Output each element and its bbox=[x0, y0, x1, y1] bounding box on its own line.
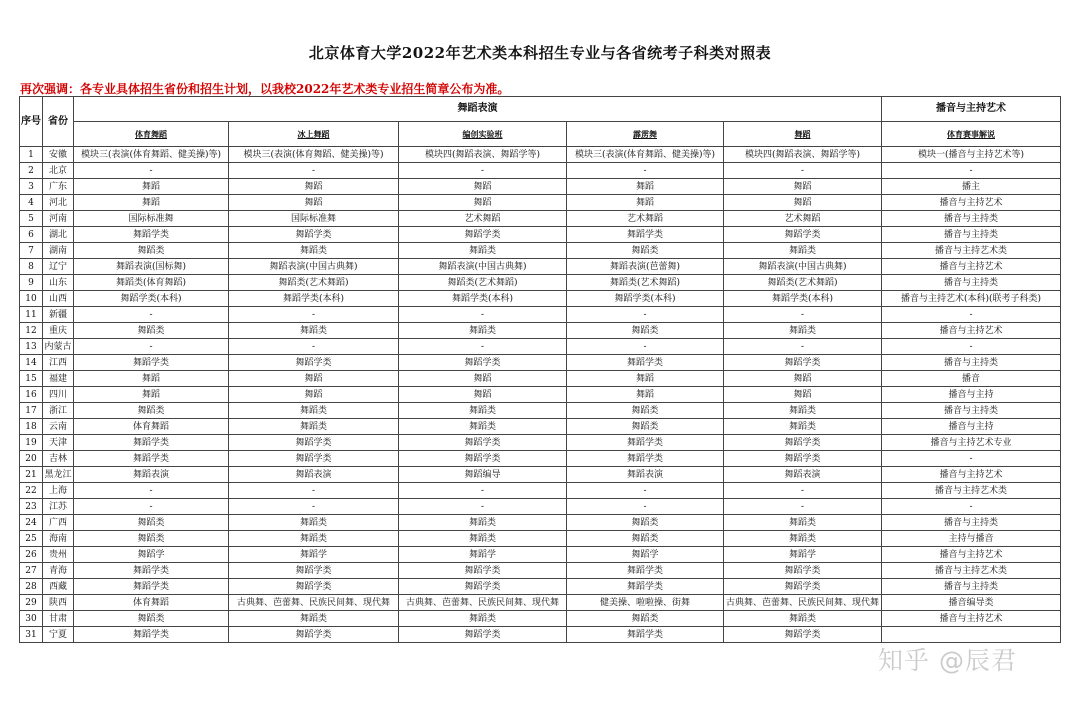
category-cell: 舞蹈学类 bbox=[74, 435, 229, 451]
province-cell: 河北 bbox=[43, 195, 74, 211]
province-cell: 辽宁 bbox=[43, 259, 74, 275]
category-cell: 舞蹈学类 bbox=[229, 451, 399, 467]
table-row bbox=[20, 467, 1061, 483]
category-cell: 舞蹈类 bbox=[567, 611, 724, 627]
category-cell: - bbox=[229, 163, 399, 179]
category-cell: 模块三(表演(体育舞蹈、健美操)等) bbox=[229, 147, 399, 163]
row-number: 19 bbox=[20, 435, 43, 451]
category-cell: 舞蹈类 bbox=[399, 515, 567, 531]
province-cell: 江西 bbox=[43, 355, 74, 371]
table-row bbox=[20, 307, 1061, 323]
row-number: 12 bbox=[20, 323, 43, 339]
header-major-ice-dance: 冰上舞蹈 bbox=[229, 122, 399, 147]
table-row bbox=[20, 515, 1061, 531]
province-cell: 内蒙古 bbox=[43, 339, 74, 355]
category-cell: 播音 bbox=[882, 371, 1061, 387]
category-cell: 舞蹈类 bbox=[229, 419, 399, 435]
row-number: 20 bbox=[20, 451, 43, 467]
category-cell: 舞蹈 bbox=[229, 387, 399, 403]
category-cell: 舞蹈学类 bbox=[74, 451, 229, 467]
category-cell: 舞蹈类 bbox=[567, 515, 724, 531]
category-cell: 舞蹈学类(本科) bbox=[399, 291, 567, 307]
table-row bbox=[20, 547, 1061, 563]
category-cell: 舞蹈学类 bbox=[229, 563, 399, 579]
category-cell: - bbox=[724, 499, 882, 515]
category-cell: 播音与主持类 bbox=[882, 275, 1061, 291]
category-cell: 舞蹈类(艺术舞蹈) bbox=[399, 275, 567, 291]
table-row bbox=[20, 179, 1061, 195]
category-cell: - bbox=[399, 163, 567, 179]
row-number: 3 bbox=[20, 179, 43, 195]
category-cell: 舞蹈类 bbox=[74, 515, 229, 531]
row-number: 5 bbox=[20, 211, 43, 227]
category-cell: 舞蹈学类 bbox=[399, 227, 567, 243]
province-cell: 广东 bbox=[43, 179, 74, 195]
category-cell: 舞蹈 bbox=[724, 179, 882, 195]
table-row bbox=[20, 579, 1061, 595]
header-major-dance: 舞蹈 bbox=[724, 122, 882, 147]
category-cell: 舞蹈类 bbox=[74, 243, 229, 259]
table-row bbox=[20, 611, 1061, 627]
category-cell: 舞蹈类 bbox=[229, 243, 399, 259]
table-row bbox=[20, 419, 1061, 435]
category-cell: 播音与主持艺术 bbox=[882, 467, 1061, 483]
category-cell: - bbox=[229, 499, 399, 515]
row-number: 1 bbox=[20, 147, 43, 163]
comparison-table bbox=[19, 96, 1061, 643]
row-number: 18 bbox=[20, 419, 43, 435]
category-cell: 播音与主持艺术专业 bbox=[882, 435, 1061, 451]
category-cell: 舞蹈类 bbox=[74, 403, 229, 419]
table-row bbox=[20, 435, 1061, 451]
table-row bbox=[20, 163, 1061, 179]
category-cell: 舞蹈表演(国标舞) bbox=[74, 259, 229, 275]
category-cell: 舞蹈学 bbox=[229, 547, 399, 563]
category-cell: 舞蹈表演(芭蕾舞) bbox=[567, 259, 724, 275]
row-number: 10 bbox=[20, 291, 43, 307]
category-cell: 舞蹈类(艺术舞蹈) bbox=[567, 275, 724, 291]
category-cell: 舞蹈类 bbox=[567, 243, 724, 259]
category-cell: 艺术舞蹈 bbox=[567, 211, 724, 227]
category-cell: 播音与主持类 bbox=[882, 403, 1061, 419]
category-cell: - bbox=[567, 307, 724, 323]
category-cell: - bbox=[229, 339, 399, 355]
category-cell: 播音编导类 bbox=[882, 595, 1061, 611]
category-cell: 古典舞、芭蕾舞、民族民间舞、现代舞 bbox=[229, 595, 399, 611]
table-row bbox=[20, 387, 1061, 403]
row-number: 8 bbox=[20, 259, 43, 275]
category-cell: 舞蹈 bbox=[567, 195, 724, 211]
category-cell: - bbox=[74, 483, 229, 499]
table-row bbox=[20, 227, 1061, 243]
category-cell: 舞蹈类 bbox=[229, 611, 399, 627]
header-major-commentary: 体育赛事解说 bbox=[882, 122, 1061, 147]
category-cell: 主持与播音 bbox=[882, 531, 1061, 547]
row-number: 11 bbox=[20, 307, 43, 323]
header-province: 省份 bbox=[43, 97, 74, 147]
province-cell: 甘肃 bbox=[43, 611, 74, 627]
category-cell: 舞蹈编导 bbox=[399, 467, 567, 483]
category-cell: - bbox=[567, 163, 724, 179]
row-number: 16 bbox=[20, 387, 43, 403]
category-cell: 舞蹈 bbox=[229, 371, 399, 387]
category-cell: - bbox=[567, 339, 724, 355]
row-number: 29 bbox=[20, 595, 43, 611]
province-cell: 青海 bbox=[43, 563, 74, 579]
category-cell: 舞蹈学类 bbox=[74, 227, 229, 243]
category-cell: 国际标准舞 bbox=[74, 211, 229, 227]
category-cell: 舞蹈 bbox=[229, 195, 399, 211]
table-row bbox=[20, 291, 1061, 307]
category-cell: 艺术舞蹈 bbox=[399, 211, 567, 227]
category-cell: 舞蹈学类 bbox=[724, 227, 882, 243]
table-row bbox=[20, 563, 1061, 579]
table-row bbox=[20, 355, 1061, 371]
category-cell: 舞蹈 bbox=[399, 387, 567, 403]
table-row bbox=[20, 275, 1061, 291]
province-cell: 北京 bbox=[43, 163, 74, 179]
table-row bbox=[20, 339, 1061, 355]
table-row bbox=[20, 403, 1061, 419]
category-cell: 舞蹈 bbox=[399, 179, 567, 195]
category-cell: 舞蹈学类 bbox=[399, 627, 567, 643]
row-number: 27 bbox=[20, 563, 43, 579]
category-cell: 舞蹈类 bbox=[229, 515, 399, 531]
category-cell: 播音与主持艺术类 bbox=[882, 483, 1061, 499]
category-cell: 播音与主持类 bbox=[882, 579, 1061, 595]
row-number: 28 bbox=[20, 579, 43, 595]
category-cell: 舞蹈 bbox=[567, 387, 724, 403]
category-cell: 舞蹈类(艺术舞蹈) bbox=[229, 275, 399, 291]
province-cell: 福建 bbox=[43, 371, 74, 387]
category-cell: - bbox=[399, 339, 567, 355]
category-cell: 舞蹈学类 bbox=[724, 627, 882, 643]
category-cell: 舞蹈学类 bbox=[229, 355, 399, 371]
category-cell: 舞蹈学类 bbox=[74, 627, 229, 643]
category-cell: 模块四(舞蹈表演、舞蹈学等) bbox=[724, 147, 882, 163]
category-cell: 体育舞蹈 bbox=[74, 419, 229, 435]
category-cell: 模块三(表演(体育舞蹈、健美操)等) bbox=[567, 147, 724, 163]
category-cell: 播音与主持类 bbox=[882, 227, 1061, 243]
table-row bbox=[20, 259, 1061, 275]
category-cell: 播音与主持类 bbox=[882, 355, 1061, 371]
row-number: 9 bbox=[20, 275, 43, 291]
category-cell: 舞蹈学类 bbox=[567, 355, 724, 371]
province-cell: 海南 bbox=[43, 531, 74, 547]
category-cell: 舞蹈类 bbox=[74, 323, 229, 339]
category-cell: - bbox=[882, 451, 1061, 467]
category-cell: 舞蹈学类 bbox=[74, 579, 229, 595]
category-cell: 舞蹈类 bbox=[724, 531, 882, 547]
watermark: 知乎 @辰君 bbox=[878, 646, 1017, 675]
category-cell: 舞蹈学 bbox=[724, 547, 882, 563]
category-cell: 舞蹈类 bbox=[567, 419, 724, 435]
category-cell: 舞蹈类 bbox=[567, 323, 724, 339]
category-cell: 播音与主持 bbox=[882, 419, 1061, 435]
category-cell: 舞蹈 bbox=[399, 371, 567, 387]
page-title: 北京体育大学2022年艺术类本科招生专业与各省统考子科类对照表 bbox=[308, 44, 772, 62]
category-cell: 舞蹈学类 bbox=[724, 579, 882, 595]
category-cell: 舞蹈学类 bbox=[724, 355, 882, 371]
category-cell: 舞蹈学类(本科) bbox=[724, 291, 882, 307]
category-cell: 播音与主持艺术 bbox=[882, 195, 1061, 211]
category-cell: - bbox=[399, 483, 567, 499]
category-cell: 舞蹈学类 bbox=[567, 627, 724, 643]
header-major-choreography: 编创实验班 bbox=[399, 122, 567, 147]
category-cell: 舞蹈学类 bbox=[74, 563, 229, 579]
category-cell: 播音与主持艺术类 bbox=[882, 563, 1061, 579]
row-number: 6 bbox=[20, 227, 43, 243]
category-cell: 舞蹈 bbox=[74, 371, 229, 387]
province-cell: 上海 bbox=[43, 483, 74, 499]
province-cell: 山东 bbox=[43, 275, 74, 291]
province-cell: 河南 bbox=[43, 211, 74, 227]
category-cell: 舞蹈 bbox=[567, 371, 724, 387]
category-cell: 舞蹈类(体育舞蹈) bbox=[74, 275, 229, 291]
category-cell: - bbox=[882, 163, 1061, 179]
category-cell: 舞蹈学类 bbox=[399, 355, 567, 371]
row-number: 23 bbox=[20, 499, 43, 515]
row-number: 30 bbox=[20, 611, 43, 627]
category-cell: 舞蹈学类 bbox=[399, 451, 567, 467]
province-cell: 西藏 bbox=[43, 579, 74, 595]
category-cell: 古典舞、芭蕾舞、民族民间舞、现代舞 bbox=[724, 595, 882, 611]
row-number: 24 bbox=[20, 515, 43, 531]
header-major-breaking: 霹雳舞 bbox=[567, 122, 724, 147]
category-cell: 舞蹈类 bbox=[399, 611, 567, 627]
category-cell: 国际标准舞 bbox=[229, 211, 399, 227]
category-cell: 舞蹈 bbox=[724, 387, 882, 403]
table-row bbox=[20, 595, 1061, 611]
category-cell: - bbox=[882, 339, 1061, 355]
province-cell: 新疆 bbox=[43, 307, 74, 323]
category-cell: 舞蹈 bbox=[399, 195, 567, 211]
category-cell: - bbox=[882, 499, 1061, 515]
province-cell: 广西 bbox=[43, 515, 74, 531]
category-cell: 播音与主持艺术类 bbox=[882, 243, 1061, 259]
province-cell: 四川 bbox=[43, 387, 74, 403]
category-cell: - bbox=[724, 339, 882, 355]
category-cell: 舞蹈学类 bbox=[724, 435, 882, 451]
category-cell: 舞蹈类 bbox=[229, 323, 399, 339]
province-cell: 云南 bbox=[43, 419, 74, 435]
category-cell: 舞蹈表演 bbox=[724, 467, 882, 483]
row-number: 21 bbox=[20, 467, 43, 483]
row-number: 22 bbox=[20, 483, 43, 499]
category-cell: - bbox=[399, 499, 567, 515]
category-cell: - bbox=[724, 307, 882, 323]
row-number: 13 bbox=[20, 339, 43, 355]
category-cell: - bbox=[882, 307, 1061, 323]
category-cell: 舞蹈类 bbox=[724, 419, 882, 435]
category-cell: 舞蹈表演 bbox=[229, 467, 399, 483]
category-cell: 舞蹈学类 bbox=[724, 563, 882, 579]
table-row bbox=[20, 211, 1061, 227]
category-cell: 舞蹈学类 bbox=[229, 435, 399, 451]
category-cell: 舞蹈学类(本科) bbox=[567, 291, 724, 307]
notice-text: 再次强调：各专业具体招生省份和招生计划，以我校2022年艺术类专业招生简章公布为准。 bbox=[20, 82, 510, 96]
category-cell: - bbox=[724, 483, 882, 499]
category-cell: 播音与主持艺术(本科)(联考子科类) bbox=[882, 291, 1061, 307]
category-cell: 舞蹈 bbox=[567, 179, 724, 195]
category-cell: 舞蹈表演(中国古典舞) bbox=[724, 259, 882, 275]
category-cell: 舞蹈学类 bbox=[567, 227, 724, 243]
table-row bbox=[20, 451, 1061, 467]
category-cell: 舞蹈类 bbox=[567, 531, 724, 547]
category-cell: 舞蹈学类(本科) bbox=[229, 291, 399, 307]
category-cell: 舞蹈 bbox=[74, 387, 229, 403]
table-row bbox=[20, 323, 1061, 339]
category-cell: 舞蹈表演 bbox=[567, 467, 724, 483]
header-group-broadcast: 播音与主持艺术 bbox=[882, 97, 1061, 122]
category-cell: 舞蹈学类 bbox=[399, 579, 567, 595]
header-major-sports-dance: 体育舞蹈 bbox=[74, 122, 229, 147]
category-cell: 健美操、啦啦操、街舞 bbox=[567, 595, 724, 611]
table-row bbox=[20, 243, 1061, 259]
category-cell: - bbox=[724, 163, 882, 179]
row-number: 2 bbox=[20, 163, 43, 179]
category-cell: 古典舞、芭蕾舞、民族民间舞、现代舞 bbox=[399, 595, 567, 611]
category-cell: 舞蹈学 bbox=[399, 547, 567, 563]
row-number: 31 bbox=[20, 627, 43, 643]
category-cell: 舞蹈学 bbox=[74, 547, 229, 563]
province-cell: 天津 bbox=[43, 435, 74, 451]
row-number: 17 bbox=[20, 403, 43, 419]
category-cell: 体育舞蹈 bbox=[74, 595, 229, 611]
category-cell: 舞蹈类(艺术舞蹈) bbox=[724, 275, 882, 291]
header-group-dance: 舞蹈表演 bbox=[74, 97, 882, 122]
province-cell: 湖南 bbox=[43, 243, 74, 259]
category-cell: 舞蹈表演(中国古典舞) bbox=[229, 259, 399, 275]
row-number: 26 bbox=[20, 547, 43, 563]
category-cell: 舞蹈学类 bbox=[567, 435, 724, 451]
table-row bbox=[20, 371, 1061, 387]
category-cell: - bbox=[74, 339, 229, 355]
category-cell: - bbox=[74, 163, 229, 179]
category-cell: 艺术舞蹈 bbox=[724, 211, 882, 227]
category-cell: 舞蹈 bbox=[724, 371, 882, 387]
category-cell: 播音与主持艺术 bbox=[882, 547, 1061, 563]
category-cell: 舞蹈学类 bbox=[229, 227, 399, 243]
category-cell: 舞蹈类 bbox=[229, 531, 399, 547]
category-cell: 舞蹈类 bbox=[399, 243, 567, 259]
category-cell: 舞蹈学类 bbox=[74, 355, 229, 371]
province-cell: 贵州 bbox=[43, 547, 74, 563]
category-cell: 舞蹈学类 bbox=[567, 451, 724, 467]
row-number: 15 bbox=[20, 371, 43, 387]
category-cell: 播音与主持类 bbox=[882, 211, 1061, 227]
category-cell: 舞蹈类 bbox=[74, 611, 229, 627]
category-cell: 舞蹈 bbox=[74, 179, 229, 195]
category-cell: 舞蹈学 bbox=[567, 547, 724, 563]
category-cell: 播音与主持艺术 bbox=[882, 611, 1061, 627]
table-row bbox=[20, 195, 1061, 211]
category-cell: 舞蹈学类 bbox=[724, 451, 882, 467]
province-cell: 吉林 bbox=[43, 451, 74, 467]
category-cell: 舞蹈类 bbox=[399, 531, 567, 547]
category-cell: 舞蹈类 bbox=[724, 403, 882, 419]
category-cell: 模块四(舞蹈表演、舞蹈学等) bbox=[399, 147, 567, 163]
province-cell: 宁夏 bbox=[43, 627, 74, 643]
table-row bbox=[20, 531, 1061, 547]
category-cell: 舞蹈学类 bbox=[399, 563, 567, 579]
category-cell: 舞蹈类 bbox=[399, 419, 567, 435]
category-cell: 舞蹈 bbox=[229, 179, 399, 195]
category-cell: 舞蹈 bbox=[74, 195, 229, 211]
category-cell: - bbox=[567, 483, 724, 499]
category-cell: 舞蹈表演 bbox=[74, 467, 229, 483]
category-cell: 舞蹈类 bbox=[74, 531, 229, 547]
table-row bbox=[20, 147, 1061, 163]
row-number: 4 bbox=[20, 195, 43, 211]
category-cell: 舞蹈学类(本科) bbox=[74, 291, 229, 307]
category-cell: 舞蹈类 bbox=[724, 515, 882, 531]
row-number: 25 bbox=[20, 531, 43, 547]
category-cell: 舞蹈表演(中国古典舞) bbox=[399, 259, 567, 275]
province-cell: 安徽 bbox=[43, 147, 74, 163]
header-seq: 序号 bbox=[20, 97, 43, 147]
category-cell: 舞蹈学类 bbox=[229, 627, 399, 643]
category-cell: - bbox=[74, 499, 229, 515]
category-cell: 舞蹈类 bbox=[399, 323, 567, 339]
category-cell: 播主 bbox=[882, 179, 1061, 195]
category-cell: 模块三(表演(体育舞蹈、健美操)等) bbox=[74, 147, 229, 163]
category-cell: - bbox=[74, 307, 229, 323]
category-cell: 舞蹈 bbox=[724, 195, 882, 211]
province-cell: 湖北 bbox=[43, 227, 74, 243]
row-number: 7 bbox=[20, 243, 43, 259]
province-cell: 江苏 bbox=[43, 499, 74, 515]
category-cell: - bbox=[229, 483, 399, 499]
category-cell: 舞蹈学类 bbox=[567, 579, 724, 595]
category-cell: 播音与主持艺术 bbox=[882, 259, 1061, 275]
table-row bbox=[20, 499, 1061, 515]
category-cell: 模块一(播音与主持艺术等) bbox=[882, 147, 1061, 163]
province-cell: 重庆 bbox=[43, 323, 74, 339]
category-cell: - bbox=[567, 499, 724, 515]
category-cell: 舞蹈类 bbox=[399, 403, 567, 419]
category-cell: 舞蹈类 bbox=[724, 323, 882, 339]
province-cell: 山西 bbox=[43, 291, 74, 307]
category-cell: - bbox=[399, 307, 567, 323]
province-cell: 黑龙江 bbox=[43, 467, 74, 483]
category-cell: 舞蹈类 bbox=[724, 611, 882, 627]
category-cell: 播音与主持艺术 bbox=[882, 323, 1061, 339]
category-cell: 舞蹈学类 bbox=[567, 563, 724, 579]
category-cell: 舞蹈学类 bbox=[229, 579, 399, 595]
province-cell: 浙江 bbox=[43, 403, 74, 419]
table-row bbox=[20, 483, 1061, 499]
category-cell: 舞蹈学类 bbox=[399, 435, 567, 451]
category-cell: 舞蹈类 bbox=[724, 243, 882, 259]
category-cell: - bbox=[229, 307, 399, 323]
row-number: 14 bbox=[20, 355, 43, 371]
category-cell: 舞蹈类 bbox=[229, 403, 399, 419]
category-cell: 播音与主持 bbox=[882, 387, 1061, 403]
province-cell: 陕西 bbox=[43, 595, 74, 611]
category-cell: 舞蹈类 bbox=[567, 403, 724, 419]
category-cell: 播音与主持类 bbox=[882, 515, 1061, 531]
